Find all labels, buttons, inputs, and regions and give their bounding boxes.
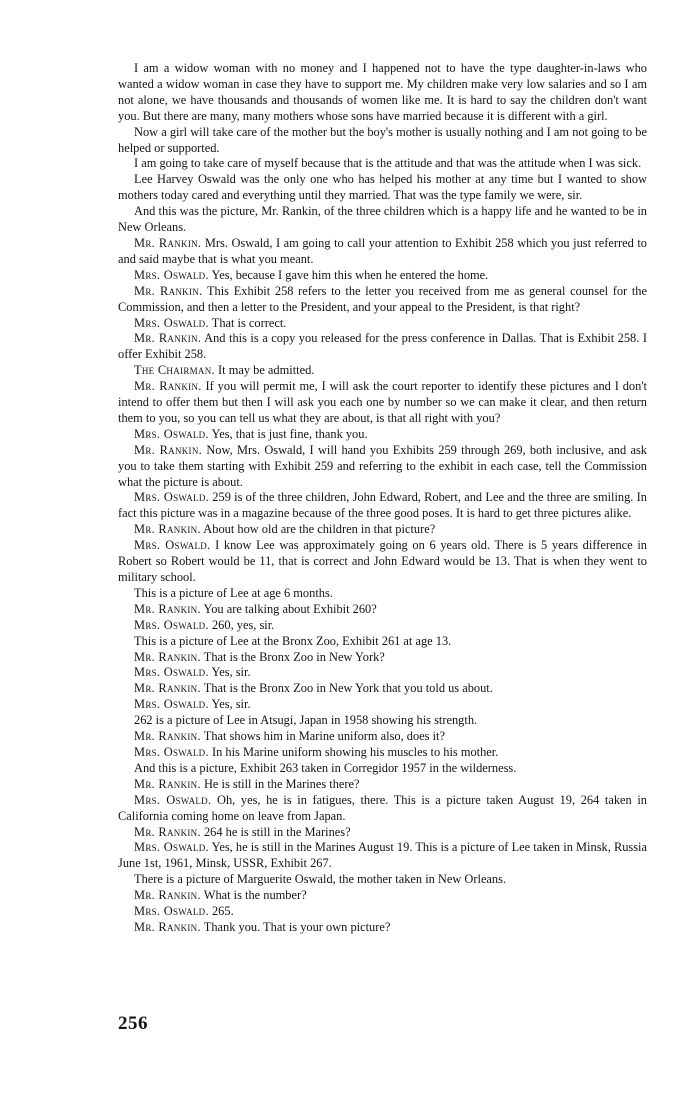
paragraph-text: Yes, sir. <box>211 665 251 680</box>
paragraph-text: This is a picture of Lee at age 6 months. <box>134 585 333 600</box>
paragraph-text: I know Lee was approximately going on 6 years old. There is 5 years difference in Robert so Robert would be 11, that is correct and John Edward would be 13. That is when they went to military school. <box>118 538 647 584</box>
transcript-paragraph <box>118 490 647 522</box>
transcript-paragraph <box>118 650 647 666</box>
transcript-paragraph <box>118 665 647 681</box>
speaker-label: Mrs. Oswald. <box>134 426 209 441</box>
transcript-paragraph <box>118 125 647 157</box>
speaker-label: Mrs. Oswald. <box>134 617 209 632</box>
transcript-body <box>118 61 647 936</box>
transcript-paragraph <box>118 793 647 825</box>
paragraph-text: What is the number? <box>203 888 307 903</box>
transcript-paragraph <box>118 331 647 363</box>
paragraph-text: I am a widow woman with no money and I happened not to have the type daughter-in-laws who wanted a widow woman in case they have to support me. My children make very low salaries and so I am not alone, we have thousands and thousands of women like me. It is hard to say the children don't want you. But there are many, many mothers whose sons have married because it is different with a girl. <box>118 61 647 123</box>
transcript-paragraph <box>118 316 647 332</box>
transcript-paragraph <box>118 840 647 872</box>
speaker-label: Mrs. Oswald. <box>134 665 209 680</box>
paragraph-text: And this is a copy you released for the press conference in Dallas. That is Exhibit 258. I offer Exhibit 258. <box>118 331 647 362</box>
paragraph-text: Mrs. Oswald, I am going to call your attention to Exhibit 258 which you just referred to and said maybe that is what you meant. <box>118 235 647 266</box>
transcript-paragraph <box>118 888 647 904</box>
paragraph-text: That is correct. <box>211 315 287 330</box>
transcript-paragraph <box>118 713 647 729</box>
paragraph-text: He is still in the Marines there? <box>203 776 360 791</box>
paragraph-text: This Exhibit 258 refers to the letter you received from me as general counsel for the Commission, and then a letter to the President, and your appeal to the President, is that right? <box>118 283 647 314</box>
speaker-label: Mr. Rankin. <box>134 283 203 298</box>
paragraph-text: 264 he is still in the Marines? <box>203 824 351 839</box>
paragraph-text: You are talking about Exhibit 260? <box>203 601 377 616</box>
paragraph-text: If you will permit me, I will ask the court reporter to identify these pictures and I don't intend to offer them but then I will ask you each one by number so we can make it clear, and then return them to you, so you can tell us what they are about, is that all right with you? <box>118 379 648 425</box>
paragraph-text: Oh, yes, he is in fatigues, there. This is a picture taken August 19, 264 taken in California coming home on leave from Japan. <box>118 792 647 823</box>
transcript-paragraph <box>118 204 647 236</box>
speaker-label: Mrs. Oswald. <box>134 792 212 807</box>
transcript-paragraph <box>118 618 647 634</box>
paragraph-text: Yes, because I gave him this when he entered the home. <box>211 267 489 282</box>
paragraph-text: 262 is a picture of Lee in Atsugi, Japan in 1958 showing his strength. <box>134 713 478 728</box>
speaker-label: Mr. Rankin. <box>134 888 201 903</box>
transcript-paragraph <box>118 538 647 586</box>
speaker-label: Mr. Rankin. <box>134 442 203 457</box>
paragraph-text: In his Marine uniform showing his muscles to his mother. <box>211 744 499 759</box>
paragraph-text: I am going to take care of myself because that is the attitude and that was the attitude when I was sick. <box>134 156 642 171</box>
speaker-label: Mr. Rankin. <box>134 649 201 664</box>
transcript-paragraph <box>118 745 647 761</box>
speaker-label: Mr. Rankin. <box>134 729 201 744</box>
transcript-paragraph <box>118 634 647 650</box>
transcript-paragraph <box>118 586 647 602</box>
speaker-label: Mrs. Oswald. <box>134 840 209 855</box>
paragraph-text: Lee Harvey Oswald was the only one who has helped his mother at any time but I wanted to show mothers today cared and everything until they married. That was the type family we were, sir. <box>118 172 647 203</box>
transcript-paragraph <box>118 761 647 777</box>
transcript-paragraph <box>118 363 647 379</box>
speaker-label: Mr. Rankin. <box>134 776 201 791</box>
paragraph-text: Now, Mrs. Oswald, I will hand you Exhibits 259 through 269, both inclusive, and ask you to take them starting with Exhibit 259 and referring to the exhibit in each case, tell the Commission what the picture is about. <box>118 442 647 489</box>
transcript-paragraph <box>118 379 647 427</box>
paragraph-text: That shows him in Marine uniform also, does it? <box>203 729 445 744</box>
speaker-label: Mr. Rankin. <box>134 331 202 346</box>
transcript-paragraph <box>118 522 647 538</box>
speaker-label: Mr. Rankin. <box>134 235 202 250</box>
transcript-paragraph <box>118 920 647 936</box>
paragraph-text: That is the Bronx Zoo in New York? <box>203 649 385 664</box>
paragraph-text: Thank you. That is your own picture? <box>203 919 391 934</box>
speaker-label: Mr. Rankin. <box>134 601 201 616</box>
paragraph-text: This is a picture of Lee at the Bronx Zoo, Exhibit 261 at age 13. <box>134 633 452 648</box>
paragraph-text: Yes, that is just fine, thank you. <box>211 426 368 441</box>
speaker-label: Mrs. Oswald. <box>134 315 209 330</box>
speaker-label: Mr. Rankin. <box>134 824 201 839</box>
speaker-label: Mrs. Oswald. <box>134 697 209 712</box>
speaker-label: Mrs. Oswald. <box>134 744 209 759</box>
speaker-label: Mr. Rankin. <box>134 919 201 934</box>
transcript-paragraph <box>118 681 647 697</box>
paragraph-text: That is the Bronx Zoo in New York that you told us about. <box>203 681 493 696</box>
speaker-label: Mrs. Oswald. <box>134 267 209 282</box>
paragraph-text: And this is a picture, Exhibit 263 taken in Corregidor 1957 in the wilderness. <box>134 760 517 775</box>
speaker-label: Mr. Rankin. <box>134 522 201 537</box>
transcript-paragraph <box>118 284 647 316</box>
page-number: 256 <box>118 1013 148 1034</box>
transcript-paragraph <box>118 443 647 491</box>
paragraph-text: It may be admitted. <box>218 363 315 378</box>
transcript-paragraph <box>118 602 647 618</box>
transcript-paragraph <box>118 872 647 888</box>
transcript-paragraph <box>118 236 647 268</box>
transcript-paragraph <box>118 697 647 713</box>
paragraph-text: 260, yes, sir. <box>211 617 275 632</box>
speaker-label: Mrs. Oswald. <box>134 490 210 505</box>
speaker-label: Mrs. Oswald. <box>134 904 209 919</box>
transcript-paragraph <box>118 427 647 443</box>
transcript-paragraph <box>118 61 647 125</box>
paragraph-text: Now a girl will take care of the mother but the boy's mother is usually nothing and I am not going to be helped or supported. <box>118 124 647 155</box>
transcript-paragraph <box>118 904 647 920</box>
transcript-paragraph <box>118 777 647 793</box>
paragraph-text: There is a picture of Marguerite Oswald, the mother taken in New Orleans. <box>134 872 507 887</box>
speaker-label: Mr. Rankin. <box>134 379 202 394</box>
speaker-label: Mr. Rankin. <box>134 681 201 696</box>
transcript-paragraph <box>118 268 647 284</box>
transcript-paragraph <box>118 729 647 745</box>
speaker-label: Mrs. Oswald. <box>134 538 211 553</box>
transcript-paragraph <box>118 825 647 841</box>
paragraph-text: And this was the picture, Mr. Rankin, of the three children which is a happy life and he wanted to be in New Orleans. <box>118 204 647 235</box>
paragraph-text: Yes, sir. <box>211 697 251 712</box>
paragraph-text: 265. <box>211 904 234 919</box>
transcript-paragraph <box>118 156 647 172</box>
transcript-paragraph <box>118 172 647 204</box>
speaker-label: The Chairman. <box>134 363 215 378</box>
paragraph-text: 259 is of the three children, John Edward, Robert, and Lee and the three are smiling. In fact this picture was in a magazine because of the three good poses. It is hard to get three pictures alike. <box>118 490 647 521</box>
paragraph-text: About how old are the children in that picture? <box>203 522 436 537</box>
paragraph-text: Yes, he is still in the Marines August 19. This is a picture of Lee taken in Minsk, Russia June 1st, 1961, Minsk, USSR, Exhibit 267. <box>118 840 647 871</box>
